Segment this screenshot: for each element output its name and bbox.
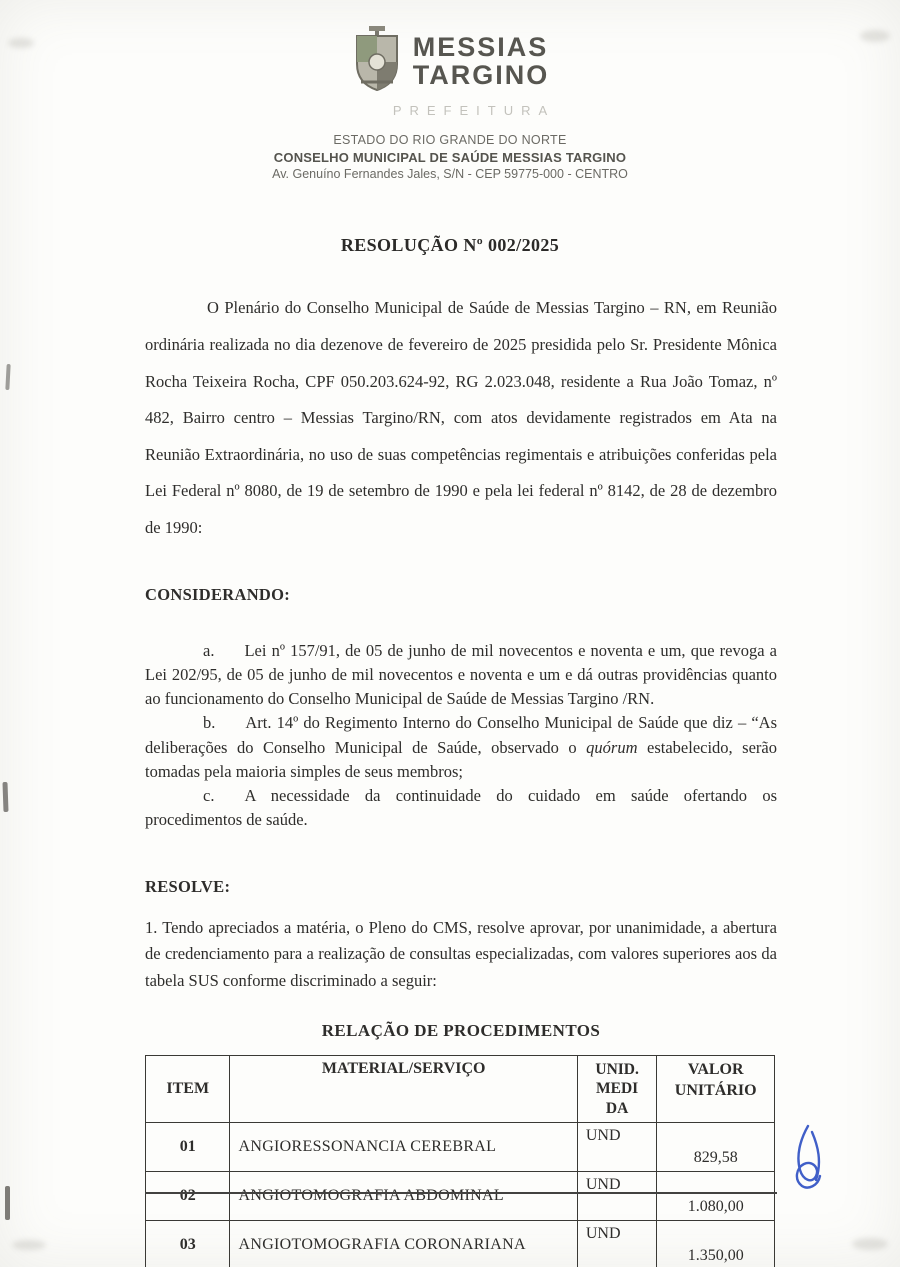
considering-item-a bbox=[145, 639, 777, 712]
cell-item: 03 bbox=[146, 1220, 230, 1267]
item-b-text-suffix: estabelecido, serão tomadas pela maioria simples de seus membros; bbox=[145, 737, 777, 781]
table-row bbox=[146, 1220, 775, 1267]
item-a-text: Lei nº 157/91, de 05 de junho de mil novecentos e noventa e um, que revoga a Lei 202/95, de 05 de junho de mil novecentos e noventa e um e dá outras providências quanto ao funcionamento do Conselho Municipal de Saúde de Messias Targino /RN. bbox=[145, 640, 777, 709]
header-unit: UNID. MEDI DA bbox=[577, 1055, 657, 1122]
footer-rule bbox=[145, 1192, 777, 1194]
procedures-table bbox=[145, 1055, 775, 1267]
scan-smudge bbox=[852, 1238, 888, 1250]
scan-artifact bbox=[5, 364, 10, 390]
header-item: ITEM bbox=[146, 1055, 230, 1122]
considering-heading: CONSIDERANDO: bbox=[145, 584, 291, 604]
state-line: ESTADO DO RIO GRANDE DO NORTE bbox=[333, 133, 567, 147]
letterhead bbox=[0, 132, 900, 183]
cell-item: 02 bbox=[146, 1171, 230, 1220]
cell-value: 1.350,00 bbox=[657, 1220, 775, 1267]
header-service: MATERIAL/SERVIÇO bbox=[230, 1055, 577, 1122]
item-c-text: A necessidade da continuidade do cuidado em saúde ofertando os procedimentos de saúde. bbox=[145, 786, 777, 830]
scan-artifact bbox=[2, 782, 8, 812]
item-a-label: a. bbox=[203, 640, 215, 660]
municipality-logo-block bbox=[0, 0, 900, 118]
item-b-text-prefix: Art. 14º do Regimento Interno do Conselho Municipal de Saúde que diz – “As deliberações do Conselho Municipal de Saúde, observado o bbox=[145, 713, 777, 757]
logo-name-line1: MESSIAS bbox=[412, 31, 549, 62]
cell-value: 1.080,00 bbox=[657, 1171, 775, 1220]
considering-item-b bbox=[145, 711, 777, 784]
cell-item: 01 bbox=[146, 1122, 230, 1171]
considering-item-c bbox=[145, 784, 777, 833]
cell-unit: UND bbox=[577, 1171, 657, 1220]
cell-service: ANGIORESSONANCIA CEREBRAL bbox=[230, 1122, 577, 1171]
item-b-label: b. bbox=[203, 713, 216, 733]
logo-name-line2: TARGINO bbox=[412, 59, 550, 90]
cell-unit: UND bbox=[577, 1220, 657, 1267]
scan-smudge bbox=[860, 30, 890, 42]
cell-unit: UND bbox=[577, 1122, 657, 1171]
resolution-title: RESOLUÇÃO Nº 002/2025 bbox=[340, 235, 560, 256]
procedures-table-caption: RELAÇÃO DE PROCEDIMENTOS bbox=[321, 1020, 601, 1040]
scan-smudge bbox=[12, 1240, 46, 1250]
resolve-paragraph: 1. Tendo apreciados a matéria, o Pleno do CMS, resolve aprovar, por unanimidade, a abertura de credenciamento para a realização de consultas especializadas, com valores superiores aos da tabela SUS conforme discriminado a seguir: bbox=[145, 917, 777, 991]
header-value: VALOR UNITÁRIO bbox=[657, 1055, 775, 1122]
opening-paragraph: O Plenário do Conselho Municipal de Saúde de Messias Targino – RN, em Reunião ordinária realizada no dia dezenove de fevereiro de 2025 presidida pelo Sr. Presidente Mônica Rocha Teixeira Rocha, CPF 050.203.624-92, RG 2.023.048, residente a Rua João Tomaz, nº 482, Bairro centro – Messias Targino/RN, com atos devidamente registrados em Ata na Reunião Extraordinária, no uso de suas competências regimentais e atribuições conferidas pela Lei Federal nº 8080, de 19 de setembro de 1990 e pela lei federal nº 8142, de 28 de dezembro de 1990: bbox=[145, 298, 777, 538]
item-c-label: c. bbox=[203, 786, 215, 806]
cell-service: ANGIOTOMOGRAFIA ABDOMINAL bbox=[230, 1171, 577, 1220]
logo-subtitle: PREFEITURA bbox=[392, 103, 556, 118]
address-line: Av. Genuíno Fernandes Jales, S/N - CEP 59775-000 - CENTRO bbox=[272, 167, 628, 182]
council-line: CONSELHO MUNICIPAL DE SAÚDE MESSIAS TARGINO bbox=[273, 149, 627, 165]
coat-of-arms-icon bbox=[351, 26, 403, 97]
table-row bbox=[146, 1122, 775, 1171]
item-b-quorum-italic: quórum bbox=[586, 737, 638, 757]
signature-scribble bbox=[778, 1122, 838, 1199]
scan-smudge bbox=[8, 38, 34, 48]
table-header-row bbox=[146, 1055, 775, 1122]
table-row bbox=[146, 1171, 775, 1220]
resolve-heading: RESOLVE: bbox=[145, 876, 231, 896]
cell-service: ANGIOTOMOGRAFIA CORONARIANA bbox=[230, 1220, 577, 1267]
scan-artifact bbox=[5, 1186, 10, 1220]
cell-value: 829,58 bbox=[657, 1122, 775, 1171]
